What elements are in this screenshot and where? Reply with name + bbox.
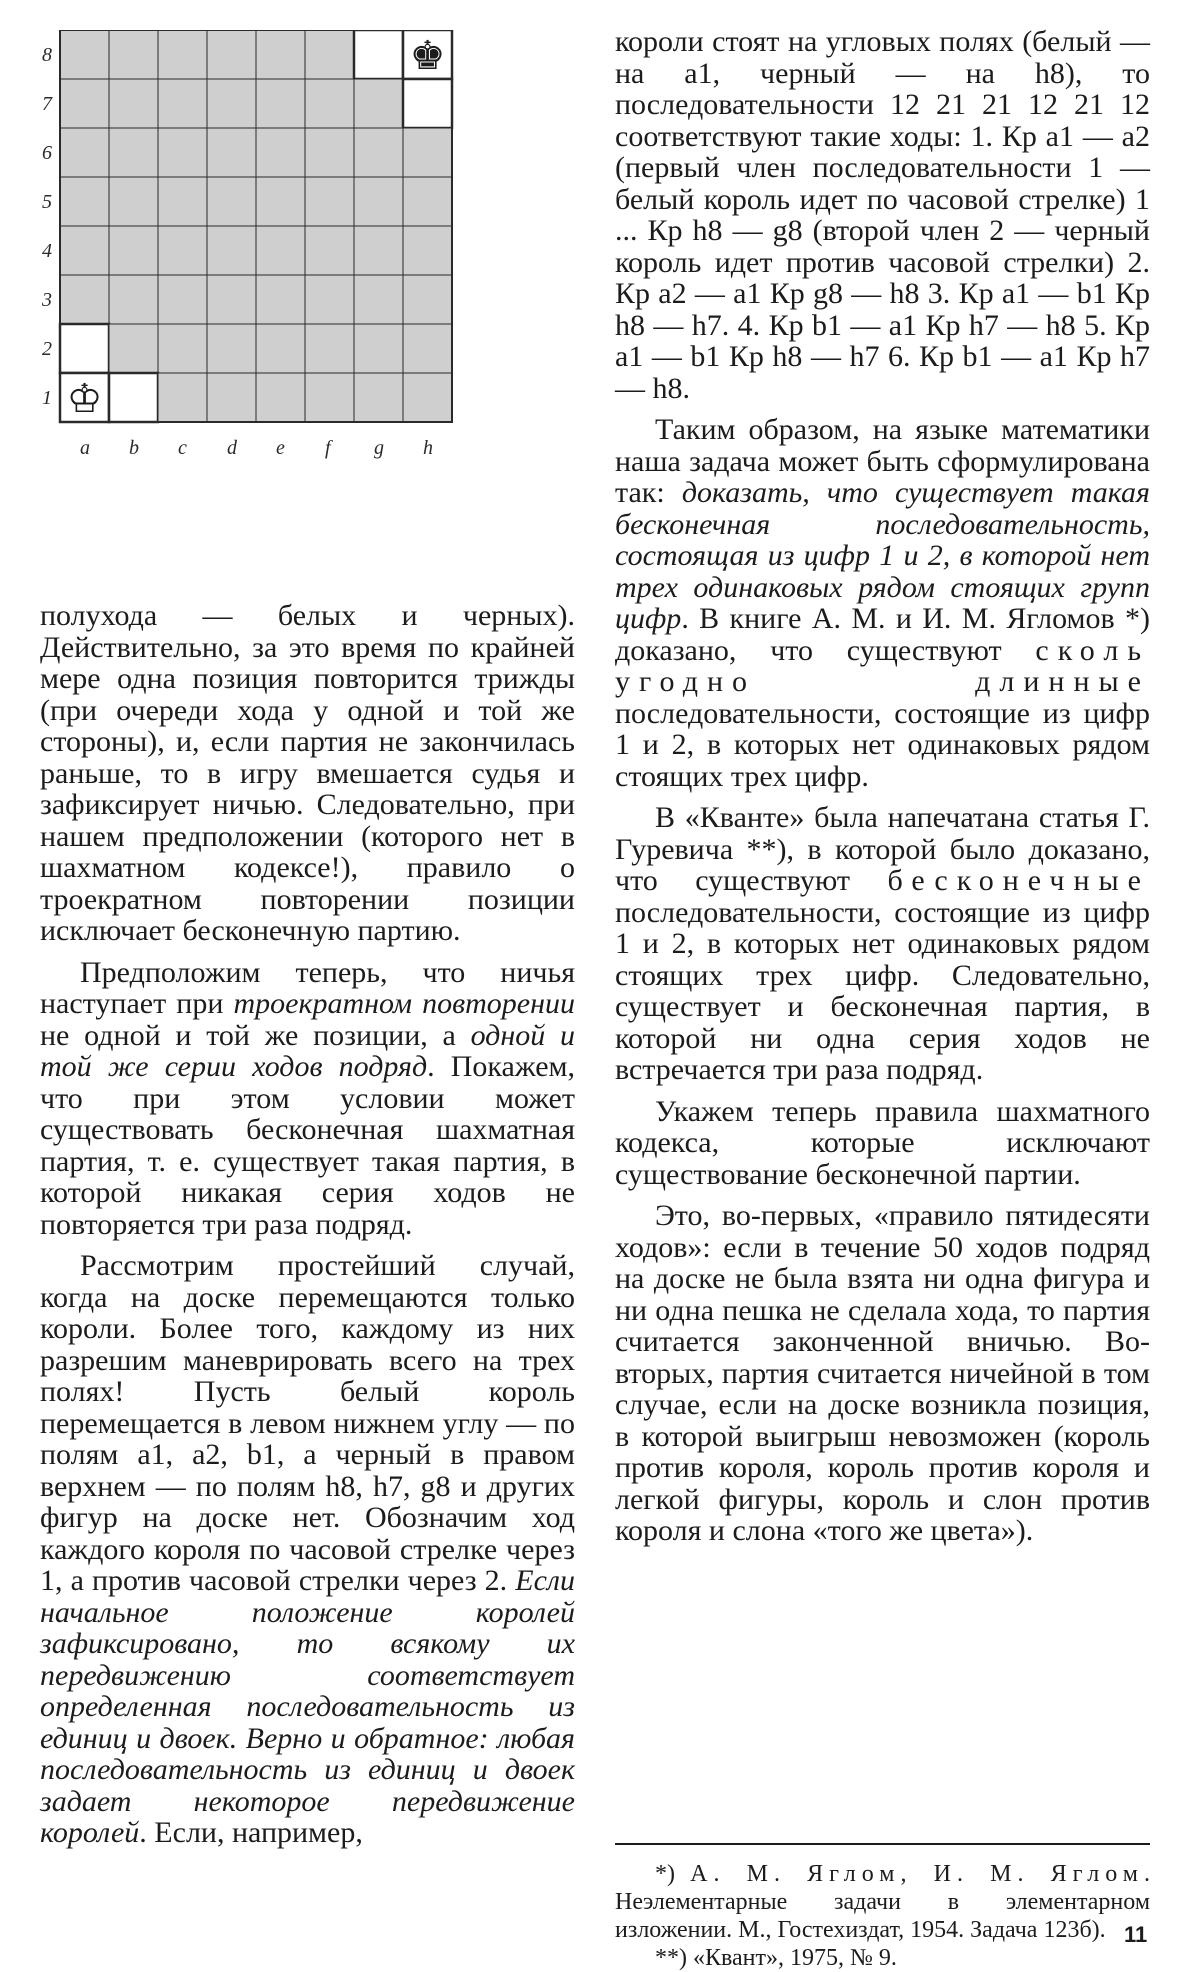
square-h2: [403, 324, 452, 373]
file-label-g: g: [374, 437, 384, 459]
square-a8: [60, 30, 109, 79]
italic-run: доказать, что существует такая бесконечная последовательность, состоящая из цифр 1 и 2, в которой нет трех одинаковых рядом стоящих групп цифр: [615, 476, 1150, 635]
square-b8: [109, 30, 158, 79]
footnote-authors: А. М. Яглом, И. М. Яглом: [690, 1861, 1144, 1887]
square-c7: [158, 79, 207, 128]
chessboard-figure: [30, 30, 590, 560]
square-g5: [354, 177, 403, 226]
square-c8: [158, 30, 207, 79]
square-h7: [403, 79, 452, 128]
text-run: Таким образом, на языке математики наша задача может быть сформулирована так:: [615, 413, 1150, 509]
square-f7: [305, 79, 354, 128]
square-d6: [207, 128, 256, 177]
square-d7: [207, 79, 256, 128]
square-h1: [403, 373, 452, 422]
square-g4: [354, 226, 403, 275]
left-column: [40, 600, 575, 1849]
square-d2: [207, 324, 256, 373]
square-c5: [158, 177, 207, 226]
text-run: Рассмотрим простейший случай, когда на доске перемещаются только короли. Более того, каждому из них разрешим маневрировать всего на трех полях! Пусть белый король перемещается в левом нижнем углу — по полям a1, a2, b1, а черный в правом верхнем — по полям h8, h7, g8 и других фигур на доске нет. Обозначим ход каждого короля по часовой стрелке через 1, а против часовой стрелки через 2.: [40, 1249, 575, 1597]
footnote-1: [615, 1860, 1150, 1944]
square-b3: [109, 275, 158, 324]
text-run: последовательности, состоящие из цифр 1 и 2, в которых нет одинаковых рядом стоящих трех цифр.: [615, 696, 1150, 793]
file-label-h: h: [423, 437, 433, 459]
footnote-divider: [615, 1843, 1150, 1845]
square-g8: [354, 30, 403, 79]
rank-label-2: 2: [42, 338, 52, 360]
square-g3: [354, 275, 403, 324]
file-label-f: f: [325, 437, 331, 459]
square-d1: [207, 373, 256, 422]
square-b4: [109, 226, 158, 275]
right-column: [615, 26, 1150, 1547]
square-a3: [60, 275, 109, 324]
square-d8: [207, 30, 256, 79]
square-e4: [256, 226, 305, 275]
square-g7: [354, 79, 403, 128]
text-run: . В книге А. М. и И. М. Ягломов *) доказано, что существуют: [615, 602, 1150, 667]
left-paragraph-3: [40, 1250, 575, 1849]
right-paragraph-1: короли стоят на угловых полях (белый — на a1, черный — на h8), то последовательности 12 21 21 12 21 12 соответствуют такие ходы: 1. Кр a1 — a2 (первый член последовательности 1 — белый король идет по часовой стрелке) 1 ... Кр h8 — g8 (второй член 2 — черный король идет против часовой стрелки) 2. Кр a2 — a1 Кр g8 — h8 3. Кр a1 — b1 Кр h8 — h7. 4. Кр b1 — a1 Кр h7 — h8 5. Кр a1 — b1 Кр h8 — h7 6. Кр b1 — a1 Кр h7 — h8.: [615, 25, 1150, 405]
square-b7: [109, 79, 158, 128]
text-run: последовательности, состоящие из цифр 1 и 2, в которых нет одинаковых рядом стоящих трех цифр. Следовательно, существует и бесконечная партия, в которой ни одна серия ходов не встречается три раза подряд.: [615, 895, 1150, 1086]
square-f1: [305, 373, 354, 422]
square-h3: [403, 275, 452, 324]
square-a2: [60, 324, 109, 373]
square-h4: [403, 226, 452, 275]
square-e2: [256, 324, 305, 373]
square-d3: [207, 275, 256, 324]
square-d4: [207, 226, 256, 275]
text-run: . Покажем, что при этом условии может существовать бесконечная шахматная партия, т. е. существует такая партия, в которой никакая серия ходов не повторяется три раза подряд.: [40, 1050, 576, 1241]
square-a7: [60, 79, 109, 128]
square-d5: [207, 177, 256, 226]
square-f3: [305, 275, 354, 324]
rank-label-3: 3: [42, 289, 52, 311]
square-a5: [60, 177, 109, 226]
square-c4: [158, 226, 207, 275]
square-c2: [158, 324, 207, 373]
file-label-b: b: [129, 437, 139, 459]
square-e8: [256, 30, 305, 79]
spaced-run: сколь угодно длинные: [615, 633, 1150, 698]
square-c1: [158, 373, 207, 422]
square-a6: [60, 128, 109, 177]
square-g2: [354, 324, 403, 373]
square-e1: [256, 373, 305, 422]
rank-label-1: 1: [42, 387, 52, 409]
square-e6: [256, 128, 305, 177]
square-c6: [158, 128, 207, 177]
file-label-d: d: [227, 437, 237, 459]
italic-run: одной и той же серии ходов подряд: [40, 1018, 575, 1083]
rank-label-6: 6: [42, 142, 52, 164]
footnote-2: **) «Квант», 1975, № 9.: [655, 1945, 897, 1971]
square-h5: [403, 177, 452, 226]
rank-label-4: 4: [42, 240, 52, 262]
right-paragraph-3: [615, 802, 1150, 1086]
footnote-text: . Неэлементарные задачи в элементарном изложении. М., Гостехиздат, 1954. Задача 123б).: [615, 1861, 1150, 1943]
rank-label-8: 8: [42, 44, 52, 66]
right-paragraph-5: Это, во-первых, «правило пятидесяти ходов»: если в течение 50 ходов подряд на доске не была взята ни одна фигура и ни одна пешка не сделала хода, то партия считается законченной вничью. Во-вторых, партия считается ничейной в том случае, если на доске возникла позиция, в которой выигрыш невозможен (король против короля, король против короля и легкой фигуры, король и слон против короля и слона «того же цвета»).: [615, 1199, 1150, 1547]
footnotes: [615, 1860, 1150, 1972]
square-c3: [158, 275, 207, 324]
square-g1: [354, 373, 403, 422]
right-paragraph-4: Укажем теперь правила шахматного кодекса, которые исключают существование бесконечной партии.: [615, 1094, 1150, 1191]
rank-label-7: 7: [42, 93, 52, 115]
square-e5: [256, 177, 305, 226]
spaced-run: бесконечные: [887, 864, 1150, 897]
italic-run: троекратном повторении: [233, 987, 575, 1020]
square-b5: [109, 177, 158, 226]
rank-label-5: 5: [42, 191, 52, 213]
chessboard: [30, 30, 590, 560]
black-king-icon: ♚: [409, 33, 446, 79]
square-f4: [305, 226, 354, 275]
right-paragraph-2: [615, 414, 1150, 792]
footnote-marker: *): [655, 1861, 691, 1887]
text-run: . Если, например,: [139, 1816, 363, 1849]
file-label-e: e: [276, 437, 285, 459]
square-b1: [109, 373, 158, 422]
text-run: В «Кванте» была напечатана статья Г. Гуревича **), в которой было доказано, что существуют: [615, 801, 1150, 897]
square-b6: [109, 128, 158, 177]
square-f2: [305, 324, 354, 373]
left-paragraph-2: [40, 957, 575, 1241]
square-f6: [305, 128, 354, 177]
text-run: не одной и той же позиции, а: [40, 1018, 471, 1052]
file-label-c: c: [178, 437, 187, 459]
white-king-icon: ♔: [66, 376, 103, 422]
square-e7: [256, 79, 305, 128]
square-f5: [305, 177, 354, 226]
text-run: Предположим теперь, что ничья наступает при: [40, 955, 575, 1020]
square-e3: [256, 275, 305, 324]
page-number: 11: [1124, 1922, 1148, 1947]
square-b2: [109, 324, 158, 373]
square-g6: [354, 128, 403, 177]
square-f8: [305, 30, 354, 79]
italic-run: Если начальное положение королей зафиксировано, то всякому их передвижению соответствует определенная последовательность из единиц и двоек. Верно и обратное: любая последовательность из единиц и двоек задает некоторое передвижение королей: [40, 1564, 575, 1849]
square-a4: [60, 226, 109, 275]
file-label-a: a: [80, 437, 90, 459]
square-h6: [403, 128, 452, 177]
left-paragraph-1: полухода — белых и черных). Действительно, за это время по крайней мере одна позиция повторится трижды (при очереди хода у одной и той же стороны), и, если партия не закончилась раньше, то в игру вмешается судья и зафиксирует ничью. Следовательно, при нашем предположении (которого нет в шахматном кодексе!), правило о троекратном повторении позиции исключает бесконечную партию.: [40, 599, 575, 947]
